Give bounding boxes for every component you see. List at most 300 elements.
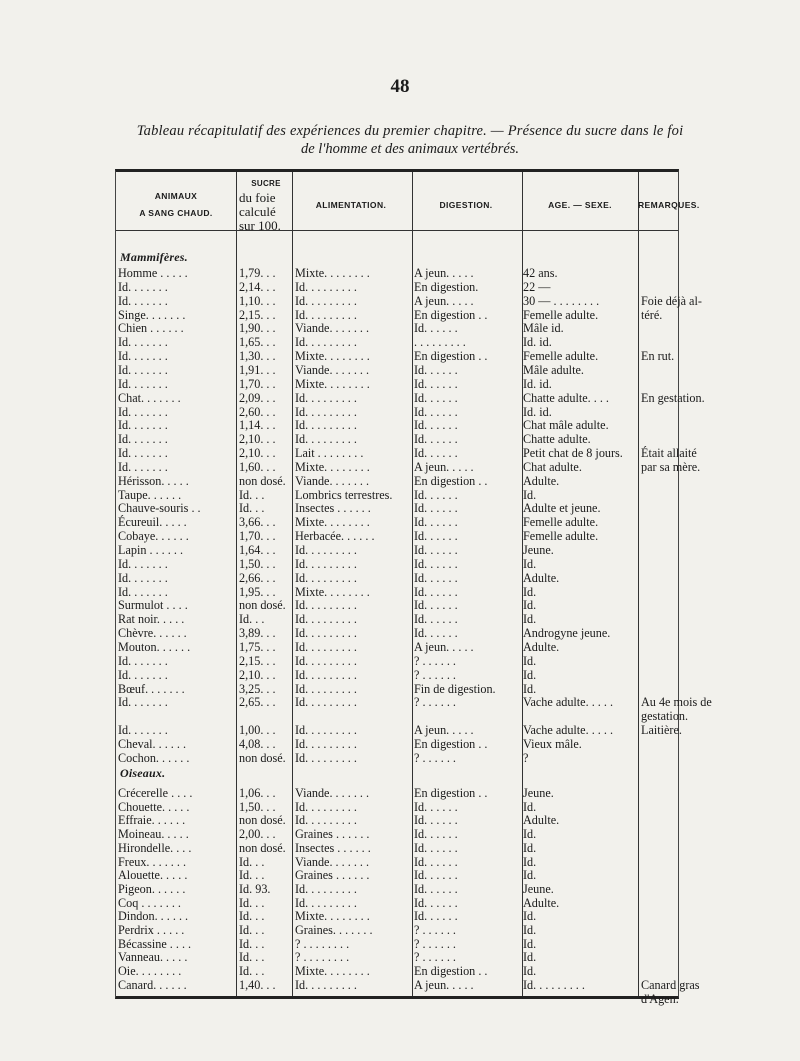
cell-animal: Pigeon. . . . . . bbox=[118, 881, 186, 896]
cell-sucre: non dosé. bbox=[239, 473, 286, 488]
cell-digestion: Id. . . . . . bbox=[414, 854, 458, 869]
cell-sucre: 2,10. . . bbox=[239, 446, 276, 461]
cell-animal: Id. . . . . . . bbox=[118, 570, 168, 585]
cell-age-sexe: Id. bbox=[523, 799, 537, 814]
table-row bbox=[116, 800, 678, 814]
cell-sucre: Id. . . bbox=[239, 909, 265, 924]
cell-sucre: Id. . . bbox=[239, 923, 265, 937]
cell-animal: Crécerelle . . . . bbox=[118, 786, 193, 800]
cell-animal: Chouette. . . . . bbox=[118, 799, 190, 814]
cell-alimentation: ? . . . . . . . . bbox=[295, 936, 350, 951]
cell-alimentation: Mixte. . . . . . . . bbox=[295, 909, 370, 924]
table-row bbox=[116, 992, 678, 1006]
cell-animal: Moineau. . . . . bbox=[118, 827, 189, 842]
cell-alimentation: Mixte. . . . . . . . bbox=[295, 515, 370, 530]
cell-age-sexe: Chat mâle adulte. bbox=[523, 418, 609, 433]
cell-age-sexe: Id. bbox=[523, 653, 537, 668]
cell-age-sexe: Adulte et jeune. bbox=[523, 501, 601, 516]
cell-alimentation: Id. . . . . . . . . bbox=[295, 653, 357, 668]
table-row bbox=[116, 377, 678, 391]
cell-digestion: Id. . . . . . bbox=[414, 390, 458, 405]
cell-age-sexe: Jeune. bbox=[523, 881, 554, 896]
cell-age-sexe: 42 ans. bbox=[523, 266, 558, 280]
table-row bbox=[116, 682, 678, 696]
cell-sucre: 4,08. . . bbox=[239, 736, 276, 751]
table-row bbox=[116, 612, 678, 626]
cell-sucre: 3,25. . . bbox=[239, 681, 276, 696]
cell-age-sexe: Id. bbox=[523, 681, 537, 696]
cell-age-sexe: Jeune. bbox=[523, 786, 554, 800]
cell-alimentation: Mixte. . . . . . . . bbox=[295, 266, 370, 280]
cell-digestion: Id. . . . . . bbox=[414, 598, 458, 613]
cell-sucre: 1,14. . . bbox=[239, 418, 276, 433]
cell-age-sexe: 30 — . . . . . . . . bbox=[523, 293, 600, 308]
cell-digestion: Id. . . . . . bbox=[414, 813, 458, 828]
cell-sucre: non dosé. bbox=[239, 750, 286, 765]
cell-digestion: Fin de digestion. bbox=[414, 681, 496, 696]
cell-age-sexe: Androgyne jeune. bbox=[523, 626, 611, 641]
cell-age-sexe: Femelle adulte. bbox=[523, 529, 599, 544]
cell-digestion: Id. . . . . . bbox=[414, 432, 458, 447]
table-row bbox=[116, 640, 678, 654]
cell-age-sexe: Vache adulte. . . . . bbox=[523, 723, 614, 738]
cell-animal: Id. . . . . . . bbox=[118, 667, 168, 682]
recap-table bbox=[115, 169, 712, 1006]
cell-sucre: 1,60. . . bbox=[239, 459, 276, 474]
cell-age-sexe: Id. id. bbox=[523, 376, 552, 391]
table-row bbox=[116, 868, 678, 882]
cell-animal: Cochon. . . . . . bbox=[118, 750, 190, 765]
cell-sucre: Id. . . bbox=[239, 936, 265, 951]
header-animaux-label: ANIMAUX bbox=[154, 191, 198, 201]
cell-sucre: 3,89. . . bbox=[239, 626, 276, 641]
cell-digestion: Id. . . . . . bbox=[414, 321, 458, 336]
table-row bbox=[116, 363, 678, 377]
cell-age-sexe: Id. bbox=[523, 487, 537, 502]
cell-animal: Coq . . . . . . . bbox=[118, 895, 181, 910]
cell-animal: Dindon. . . . . . bbox=[118, 909, 189, 924]
cell-age-sexe: Femelle adulte. bbox=[523, 515, 599, 530]
header-sucre-label: du foie calculé sur 100. bbox=[239, 190, 281, 233]
cell-digestion: ? . . . . . . bbox=[414, 750, 456, 765]
cell-age-sexe: Id. bbox=[523, 868, 537, 883]
cell-alimentation: Id. . . . . . . . . bbox=[295, 736, 357, 751]
cell-sucre: 1,91. . . bbox=[239, 362, 276, 377]
cell-remarques: d'Agen. bbox=[641, 991, 679, 1006]
cell-alimentation: Id. . . . . . . . . bbox=[295, 895, 357, 910]
cell-animal: Id. . . . . . . bbox=[118, 279, 168, 294]
table-row bbox=[116, 446, 697, 461]
cell-sucre: 2,15. . . bbox=[239, 307, 276, 322]
cell-alimentation: Mixte. . . . . . . . bbox=[295, 349, 370, 364]
cell-animal: Effraie. . . . . . bbox=[118, 813, 186, 828]
cell-animal: Id. . . . . . . bbox=[118, 584, 168, 599]
cell-age-sexe: Id. bbox=[523, 612, 537, 627]
cell-sucre: 1,50. . . bbox=[239, 799, 276, 814]
cell-digestion: Id. . . . . . bbox=[414, 501, 458, 516]
cell-digestion: Id. . . . . . bbox=[414, 827, 458, 842]
cell-digestion: ? . . . . . . bbox=[414, 936, 456, 951]
cell-alimentation: Viande. . . . . . . bbox=[295, 321, 370, 336]
table-row bbox=[116, 654, 678, 668]
cell-alimentation: Graines. . . . . . . bbox=[295, 923, 373, 937]
cell-animal: Id. . . . . . . bbox=[118, 695, 168, 710]
cell-age-sexe: Chat adulte. bbox=[523, 459, 582, 474]
cell-digestion: Id. . . . . . bbox=[414, 376, 458, 391]
cell-animal: Cheval. . . . . . bbox=[118, 736, 187, 751]
table-row bbox=[116, 543, 678, 557]
header-alimentation: ALIMENTATION. bbox=[315, 200, 387, 210]
cell-alimentation: Id. . . . . . . . . bbox=[295, 432, 357, 447]
table-row bbox=[116, 266, 678, 280]
cell-sucre: Id. . . bbox=[239, 950, 265, 965]
cell-sucre: 1,75. . . bbox=[239, 639, 276, 654]
cell-sucre: 1,70. . . bbox=[239, 529, 276, 544]
cell-digestion: Id. . . . . . bbox=[414, 515, 458, 530]
table-row bbox=[116, 474, 678, 488]
cell-animal: Id. . . . . . . bbox=[118, 723, 168, 738]
cell-digestion: Id. . . . . . bbox=[414, 584, 458, 599]
table-row bbox=[116, 321, 678, 335]
table-row bbox=[116, 280, 678, 294]
cell-alimentation: Viande. . . . . . . bbox=[295, 473, 370, 488]
cell-alimentation: Id. . . . . . . . . bbox=[295, 390, 357, 405]
cell-animal: Chauve-souris . . bbox=[118, 501, 201, 516]
table-row bbox=[116, 626, 678, 640]
cell-age-sexe: Femelle adulte. bbox=[523, 349, 599, 364]
cell-alimentation: Id. . . . . . . . . bbox=[295, 723, 357, 738]
cell-animal: Id. . . . . . . bbox=[118, 459, 168, 474]
cell-animal: Chat. . . . . . . bbox=[118, 390, 181, 405]
cell-remarques: Foie déjà al- bbox=[641, 293, 702, 308]
cell-digestion: Id. . . . . . bbox=[414, 543, 458, 557]
cell-animal: Id. . . . . . . bbox=[118, 349, 168, 364]
cell-alimentation: Mixte. . . . . . . . bbox=[295, 584, 370, 599]
cell-digestion: A jeun. . . . . bbox=[414, 977, 474, 992]
cell-digestion: Id. . . . . . bbox=[414, 362, 458, 377]
cell-digestion: Id. . . . . . bbox=[414, 612, 458, 627]
cell-sucre: 1,50. . . bbox=[239, 556, 276, 571]
cell-digestion: ? . . . . . . bbox=[414, 923, 456, 937]
section-oiseaux: Oiseaux. bbox=[120, 766, 166, 780]
cell-alimentation: Mixte. . . . . . . . bbox=[295, 459, 370, 474]
cell-sucre: 2,66. . . bbox=[239, 570, 276, 585]
cell-sucre: 1,90. . . bbox=[239, 321, 276, 336]
cell-alimentation: Viande. . . . . . . bbox=[295, 786, 370, 800]
cell-animal: Hirondelle. . . . bbox=[118, 840, 192, 855]
table-row bbox=[116, 585, 678, 599]
cell-digestion: Id. . . . . . bbox=[414, 404, 458, 419]
cell-alimentation: Id. . . . . . . . . bbox=[295, 556, 357, 571]
cell-alimentation: Lombrics terrestres. bbox=[295, 487, 393, 502]
cell-digestion: A jeun. . . . . bbox=[414, 293, 474, 308]
caption-line-1: Tableau récapitulatif des expériences du premier chapitre. — Présence du sucre dans le foi bbox=[136, 123, 684, 139]
table-caption bbox=[100, 122, 720, 158]
cell-animal: Homme . . . . . bbox=[118, 266, 188, 280]
table-row bbox=[116, 827, 678, 841]
table-row bbox=[116, 335, 678, 349]
cell-age-sexe: Petit chat de 8 jours. bbox=[523, 446, 623, 461]
cell-digestion: A jeun. . . . . bbox=[414, 459, 474, 474]
cell-alimentation: Herbacée. . . . . . bbox=[295, 529, 375, 544]
cell-digestion: Id. . . . . . bbox=[414, 446, 458, 461]
cell-animal: Singe. . . . . . . bbox=[118, 307, 186, 322]
cell-age-sexe: Adulte. bbox=[523, 473, 560, 488]
cell-age-sexe: Id. bbox=[523, 584, 537, 599]
cell-sucre: 2,14. . . bbox=[239, 279, 276, 294]
cell-age-sexe: ? bbox=[523, 750, 529, 765]
cell-animal: Écureuil. . . . . bbox=[118, 515, 187, 530]
cell-digestion: En digestion . . bbox=[414, 964, 488, 979]
table-row bbox=[116, 293, 702, 308]
cell-age-sexe: Id. bbox=[523, 667, 537, 682]
cell-age-sexe: Id. bbox=[523, 827, 537, 842]
cell-alimentation: Id. . . . . . . . . bbox=[295, 612, 357, 627]
cell-alimentation: Id. . . . . . . . . bbox=[295, 977, 357, 992]
header-digestion: DIGESTION. bbox=[439, 200, 493, 210]
cell-age-sexe: Adulte. bbox=[523, 895, 560, 910]
table-row bbox=[116, 909, 678, 923]
cell-sucre: 1,10. . . bbox=[239, 293, 276, 308]
cell-digestion: Id. . . . . . bbox=[414, 868, 458, 883]
cell-alimentation: Id. . . . . . . . . bbox=[295, 881, 357, 896]
cell-digestion: Id. . . . . . bbox=[414, 840, 458, 855]
page-number: 48 bbox=[390, 76, 410, 97]
table-row bbox=[116, 813, 678, 827]
cell-age-sexe: Mâle adulte. bbox=[523, 362, 584, 377]
table-row bbox=[116, 841, 678, 855]
section-mammiferes: Mammifères. bbox=[120, 250, 188, 264]
table-row bbox=[116, 418, 678, 432]
table-row bbox=[116, 390, 705, 405]
table-row bbox=[116, 964, 678, 978]
cell-alimentation: Lait . . . . . . . . bbox=[295, 446, 364, 461]
table-row bbox=[116, 349, 678, 363]
cell-sucre: Id. . . bbox=[239, 868, 265, 883]
cell-age-sexe: Id. bbox=[523, 556, 537, 571]
table-row bbox=[116, 937, 678, 951]
header-sucre bbox=[239, 178, 293, 232]
cell-alimentation: Viande. . . . . . . bbox=[295, 854, 370, 869]
cell-digestion: Id. . . . . . bbox=[414, 799, 458, 814]
cell-animal: Id. . . . . . . bbox=[118, 446, 168, 461]
cell-digestion: En digestion. bbox=[414, 279, 479, 294]
table-row bbox=[116, 709, 689, 724]
cell-digestion: Id. . . . . . bbox=[414, 909, 458, 924]
cell-digestion: En digestion . . bbox=[414, 349, 488, 364]
cell-sucre: Id. . . bbox=[239, 895, 265, 910]
cell-sucre: 1,70. . . bbox=[239, 376, 276, 391]
cell-sucre: non dosé. bbox=[239, 840, 286, 855]
cell-age-sexe: Id. bbox=[523, 854, 537, 869]
table-row bbox=[116, 529, 678, 543]
cell-alimentation: ? . . . . . . . . bbox=[295, 950, 350, 965]
cell-age-sexe: Id. id. bbox=[523, 335, 552, 350]
cell-age-sexe: 22 — bbox=[523, 279, 551, 294]
cell-alimentation: Id. . . . . . . . . bbox=[295, 639, 357, 654]
cell-digestion: A jeun. . . . . bbox=[414, 639, 474, 654]
cell-age-sexe: Id. bbox=[523, 936, 537, 951]
cell-alimentation: Id. . . . . . . . . bbox=[295, 293, 357, 308]
cell-animal: Id. . . . . . . bbox=[118, 293, 168, 308]
cell-alimentation: Id. . . . . . . . . bbox=[295, 598, 357, 613]
cell-sucre: non dosé. bbox=[239, 813, 286, 828]
cell-remarques: Au 4e mois de bbox=[641, 695, 712, 710]
cell-animal: Vanneau. . . . . bbox=[118, 950, 188, 965]
cell-remarques: En rut. bbox=[641, 349, 675, 364]
table-row bbox=[116, 950, 678, 964]
cell-age-sexe: Id. id. bbox=[523, 404, 552, 419]
cell-alimentation: Graines . . . . . . bbox=[295, 868, 370, 883]
cell-digestion: Id. . . . . . bbox=[414, 570, 458, 585]
cell-digestion: A jeun. . . . . bbox=[414, 723, 474, 738]
table-row bbox=[116, 571, 678, 585]
header-age-sexe: AGE. — SEXE. bbox=[548, 200, 612, 210]
cell-age-sexe: Id. bbox=[523, 909, 537, 924]
cell-animal: Mouton. . . . . . bbox=[118, 639, 191, 654]
cell-animal: Alouette. . . . . bbox=[118, 868, 188, 883]
cell-sucre: 2,10. . . bbox=[239, 667, 276, 682]
cell-remarques: Canard gras bbox=[641, 977, 700, 992]
cell-alimentation: Id. . . . . . . . . bbox=[295, 543, 357, 557]
header-sucre-small: SUCRE bbox=[251, 179, 281, 188]
cell-age-sexe: Id. bbox=[523, 950, 537, 965]
header-remarques: REMARQUES. bbox=[638, 200, 700, 210]
cell-sucre: 1,40. . . bbox=[239, 977, 276, 992]
cell-age-sexe: Id. bbox=[523, 840, 537, 855]
table-row bbox=[116, 488, 678, 502]
cell-sucre: 1,30. . . bbox=[239, 349, 276, 364]
cell-animal: Id. . . . . . . bbox=[118, 653, 168, 668]
cell-animal: Id. . . . . . . bbox=[118, 362, 168, 377]
cell-animal: Lapin . . . . . . bbox=[118, 543, 183, 557]
table-row bbox=[116, 737, 678, 751]
table-row bbox=[116, 501, 678, 515]
cell-age-sexe: Chatte adulte. bbox=[523, 432, 591, 447]
cell-sucre: Id. . . bbox=[239, 964, 265, 979]
cell-alimentation: Insectes . . . . . . bbox=[295, 501, 371, 516]
cell-animal: Rat noir. . . . . bbox=[118, 612, 185, 627]
cell-animal: Id. . . . . . . bbox=[118, 335, 168, 350]
cell-animal: Cobaye. . . . . . bbox=[118, 529, 189, 544]
cell-age-sexe: Jeune. bbox=[523, 543, 554, 557]
cell-remarques: téré. bbox=[641, 307, 663, 322]
cell-animal: Id. . . . . . . bbox=[118, 376, 168, 391]
cell-sucre: 2,00. . . bbox=[239, 827, 276, 842]
cell-remarques: Était allaité bbox=[641, 446, 697, 461]
cell-digestion: Id. . . . . . bbox=[414, 556, 458, 571]
cell-alimentation: Id. . . . . . . . . bbox=[295, 681, 357, 696]
cell-digestion: En digestion . . bbox=[414, 473, 488, 488]
cell-alimentation: Graines . . . . . . bbox=[295, 827, 370, 842]
table-row bbox=[116, 695, 712, 710]
cell-remarques: par sa mère. bbox=[641, 459, 701, 474]
cell-digestion: ? . . . . . . bbox=[414, 653, 456, 668]
cell-digestion: En digestion . . bbox=[414, 786, 488, 800]
header-animaux bbox=[116, 178, 236, 232]
cell-sucre: Id. . . bbox=[239, 612, 265, 627]
cell-alimentation: Id. . . . . . . . . bbox=[295, 418, 357, 433]
cell-digestion: Id. . . . . . bbox=[414, 895, 458, 910]
table-row bbox=[116, 855, 678, 869]
cell-digestion: Id. . . . . . bbox=[414, 418, 458, 433]
cell-alimentation: Id. . . . . . . . . bbox=[295, 307, 357, 322]
cell-digestion: Id. . . . . . bbox=[414, 529, 458, 544]
table-row bbox=[116, 432, 678, 446]
cell-sucre: Id. . . bbox=[239, 501, 265, 516]
cell-sucre: 1,06. . . bbox=[239, 786, 276, 800]
cell-alimentation: Viande. . . . . . . bbox=[295, 362, 370, 377]
table-row bbox=[116, 977, 700, 992]
cell-alimentation: Id. . . . . . . . . bbox=[295, 667, 357, 682]
cell-sucre: 1,64. . . bbox=[239, 543, 276, 557]
cell-sucre: 1,65. . . bbox=[239, 335, 276, 350]
cell-sucre: 1,79. . . bbox=[239, 266, 276, 280]
cell-animal: Taupe. . . . . . bbox=[118, 487, 182, 502]
cell-animal: Surmulot . . . . bbox=[118, 598, 188, 613]
cell-age-sexe: Adulte. bbox=[523, 639, 560, 654]
cell-sucre: 1,00. . . bbox=[239, 723, 276, 738]
table-row bbox=[116, 723, 682, 738]
cell-sucre: 1,95. . . bbox=[239, 584, 276, 599]
cell-digestion: ? . . . . . . bbox=[414, 695, 456, 710]
cell-alimentation: Id. . . . . . . . . bbox=[295, 695, 357, 710]
cell-age-sexe: Id. bbox=[523, 923, 537, 937]
cell-age-sexe: Id. bbox=[523, 964, 537, 979]
cell-age-sexe: Adulte. bbox=[523, 813, 560, 828]
cell-age-sexe: Chatte adulte. . . . bbox=[523, 390, 609, 405]
cell-alimentation: Id. . . . . . . . . bbox=[295, 813, 357, 828]
cell-animal: Id. . . . . . . bbox=[118, 432, 168, 447]
cell-animal: Freux. . . . . . . bbox=[118, 854, 187, 869]
cell-sucre: Id. 93. bbox=[239, 881, 271, 896]
cell-animal: Canard. . . . . . bbox=[118, 977, 187, 992]
cell-alimentation: Id. . . . . . . . . bbox=[295, 279, 357, 294]
cell-alimentation: Id. . . . . . . . . bbox=[295, 750, 357, 765]
table-row bbox=[116, 598, 678, 612]
cell-age-sexe: Vieux mâle. bbox=[523, 736, 582, 751]
cell-sucre: 2,10. . . bbox=[239, 432, 276, 447]
cell-alimentation: Mixte. . . . . . . . bbox=[295, 376, 370, 391]
cell-animal: Chèvre. . . . . . bbox=[118, 626, 187, 641]
cell-animal: Id. . . . . . . bbox=[118, 418, 168, 433]
cell-sucre: 2,15. . . bbox=[239, 653, 276, 668]
cell-digestion: Id. . . . . . bbox=[414, 881, 458, 896]
cell-animal: Perdrix . . . . . bbox=[118, 923, 185, 937]
cell-age-sexe: Femelle adulte. bbox=[523, 307, 599, 322]
cell-sucre: Id. . . bbox=[239, 487, 265, 502]
cell-alimentation: Id. . . . . . . . . bbox=[295, 799, 357, 814]
cell-age-sexe: Adulte. bbox=[523, 570, 560, 585]
cell-alimentation: Insectes . . . . . . bbox=[295, 840, 371, 855]
cell-alimentation: Id. . . . . . . . . bbox=[295, 570, 357, 585]
cell-remarques: En gestation. bbox=[641, 390, 705, 405]
cell-age-sexe: Id. . . . . . . . . bbox=[523, 977, 585, 992]
cell-sucre: non dosé. bbox=[239, 598, 286, 613]
cell-alimentation: Mixte. . . . . . . . bbox=[295, 964, 370, 979]
cell-sucre: Id. . . bbox=[239, 854, 265, 869]
table-row bbox=[116, 515, 678, 529]
cell-digestion: En digestion . . bbox=[414, 736, 488, 751]
cell-digestion: A jeun. . . . . bbox=[414, 266, 474, 280]
table-row bbox=[116, 668, 678, 682]
cell-remarques: Laitière. bbox=[641, 723, 682, 738]
table-row bbox=[116, 405, 678, 419]
cell-alimentation: Id. . . . . . . . . bbox=[295, 626, 357, 641]
cell-digestion: Id. . . . . . bbox=[414, 487, 458, 502]
caption-line-2: de l'homme et des animaux vertébrés. bbox=[300, 141, 520, 157]
cell-digestion: ? . . . . . . bbox=[414, 667, 456, 682]
